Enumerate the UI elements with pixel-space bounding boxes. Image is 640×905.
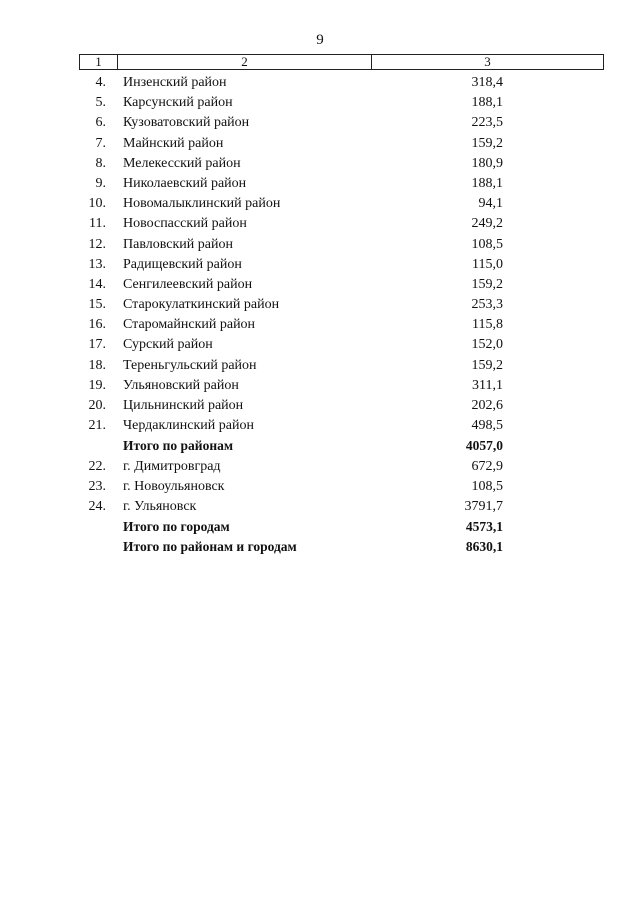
- row-value: 115,8: [472, 317, 503, 333]
- row-value: 159,2: [471, 135, 503, 151]
- row-name: Чердаклинский район: [123, 418, 254, 434]
- row-number: 20.: [88, 398, 106, 413]
- row-name: Новомалыклинский район: [123, 196, 281, 212]
- row-value: 4057,0: [465, 438, 503, 454]
- row-name: Майнский район: [123, 135, 224, 151]
- row-number: 21.: [88, 418, 106, 434]
- table-row: [0, 335, 640, 355]
- row-name: Павловский район: [123, 236, 233, 252]
- row-value: 159,2: [471, 357, 503, 373]
- table-row: [0, 275, 640, 295]
- row-name: Сенгилеевский район: [123, 276, 253, 292]
- row-value: 202,6: [471, 398, 503, 413]
- table-row: [0, 457, 640, 477]
- row-name: г. Новоульяновск: [123, 478, 225, 494]
- table-row: [0, 376, 640, 396]
- column-header-1: 1: [80, 55, 118, 69]
- table-row: [0, 295, 640, 315]
- row-name: Старомайнский район: [123, 317, 256, 333]
- row-number: 12.: [88, 236, 106, 252]
- row-name: г. Ульяновск: [123, 498, 197, 514]
- row-value: 159,2: [471, 276, 503, 292]
- row-number: 14.: [88, 276, 106, 292]
- row-value: 311,1: [472, 377, 503, 393]
- row-number: 19.: [88, 377, 106, 393]
- table-row: [0, 93, 640, 113]
- column-header-2: 2: [118, 55, 372, 69]
- table-row: [0, 113, 640, 133]
- row-name: Радищевский район: [123, 256, 242, 272]
- table-row: [0, 477, 640, 497]
- table-row: [0, 214, 640, 234]
- row-number: 4.: [95, 75, 106, 90]
- row-number: 18.: [88, 357, 106, 373]
- total-row: [0, 517, 640, 537]
- row-number: 24.: [88, 498, 106, 514]
- table-row: [0, 497, 640, 517]
- table-row: [0, 235, 640, 255]
- row-name: Тереньгульский район: [123, 357, 257, 373]
- row-number: 16.: [88, 317, 106, 333]
- row-number: 9.: [95, 175, 106, 191]
- row-number: 7.: [95, 135, 106, 151]
- table-row: [0, 255, 640, 275]
- row-number: 23.: [88, 478, 106, 494]
- row-value: 108,5: [471, 478, 503, 494]
- row-value: 672,9: [471, 458, 503, 474]
- row-value: 152,0: [471, 337, 503, 353]
- row-name: Итого по районам и городам: [123, 539, 297, 555]
- row-number: 11.: [89, 216, 106, 232]
- row-name: Сурский район: [123, 337, 213, 353]
- row-name: Цильнинский район: [123, 398, 244, 413]
- row-name: Николаевский район: [123, 175, 247, 191]
- table-row: [0, 194, 640, 214]
- row-value: 498,5: [471, 418, 503, 434]
- table-header: [79, 54, 604, 70]
- table-row: [0, 396, 640, 416]
- row-name: Итого по районам: [123, 438, 234, 454]
- row-value: 115,0: [472, 256, 503, 272]
- row-name: Мелекесский район: [123, 155, 241, 171]
- row-name: Инзенский район: [123, 75, 227, 90]
- table-row: [0, 356, 640, 376]
- table-row: [0, 416, 640, 436]
- table-row: [0, 73, 640, 93]
- row-number: 13.: [88, 256, 106, 272]
- row-value: 253,3: [471, 297, 503, 313]
- row-name: Карсунский район: [123, 95, 233, 111]
- row-name: Кузоватовский район: [123, 115, 250, 131]
- row-number: 10.: [88, 196, 106, 212]
- row-value: 94,1: [478, 196, 503, 212]
- row-number: 5.: [95, 95, 106, 111]
- row-value: 318,4: [471, 75, 503, 90]
- row-number: 15.: [88, 297, 106, 313]
- table-row: [0, 134, 640, 154]
- row-number: 6.: [95, 115, 106, 131]
- row-number: 8.: [95, 155, 106, 171]
- table-body: [0, 73, 640, 558]
- row-name: Старокулаткинский район: [123, 297, 280, 313]
- row-name: Ульяновский район: [123, 377, 239, 393]
- total-row: [0, 436, 640, 456]
- column-header-3: 3: [484, 54, 491, 69]
- table-row: [0, 315, 640, 335]
- table-row: [0, 154, 640, 174]
- row-value: 223,5: [471, 115, 503, 131]
- row-value: 8630,1: [465, 539, 503, 555]
- row-value: 188,1: [471, 175, 503, 191]
- row-name: Новоспасский район: [123, 216, 247, 232]
- row-value: 180,9: [471, 155, 503, 171]
- row-value: 3791,7: [464, 498, 503, 514]
- row-name: Итого по городам: [123, 519, 230, 535]
- row-value: 108,5: [471, 236, 503, 252]
- row-number: 17.: [88, 337, 106, 353]
- row-value: 4573,1: [465, 519, 503, 535]
- row-value: 188,1: [471, 95, 503, 111]
- page-number: 9: [316, 32, 324, 48]
- row-number: 22.: [88, 458, 106, 474]
- row-value: 249,2: [471, 216, 503, 232]
- row-name: г. Димитровград: [123, 458, 221, 474]
- table-row: [0, 174, 640, 194]
- total-row: [0, 537, 640, 557]
